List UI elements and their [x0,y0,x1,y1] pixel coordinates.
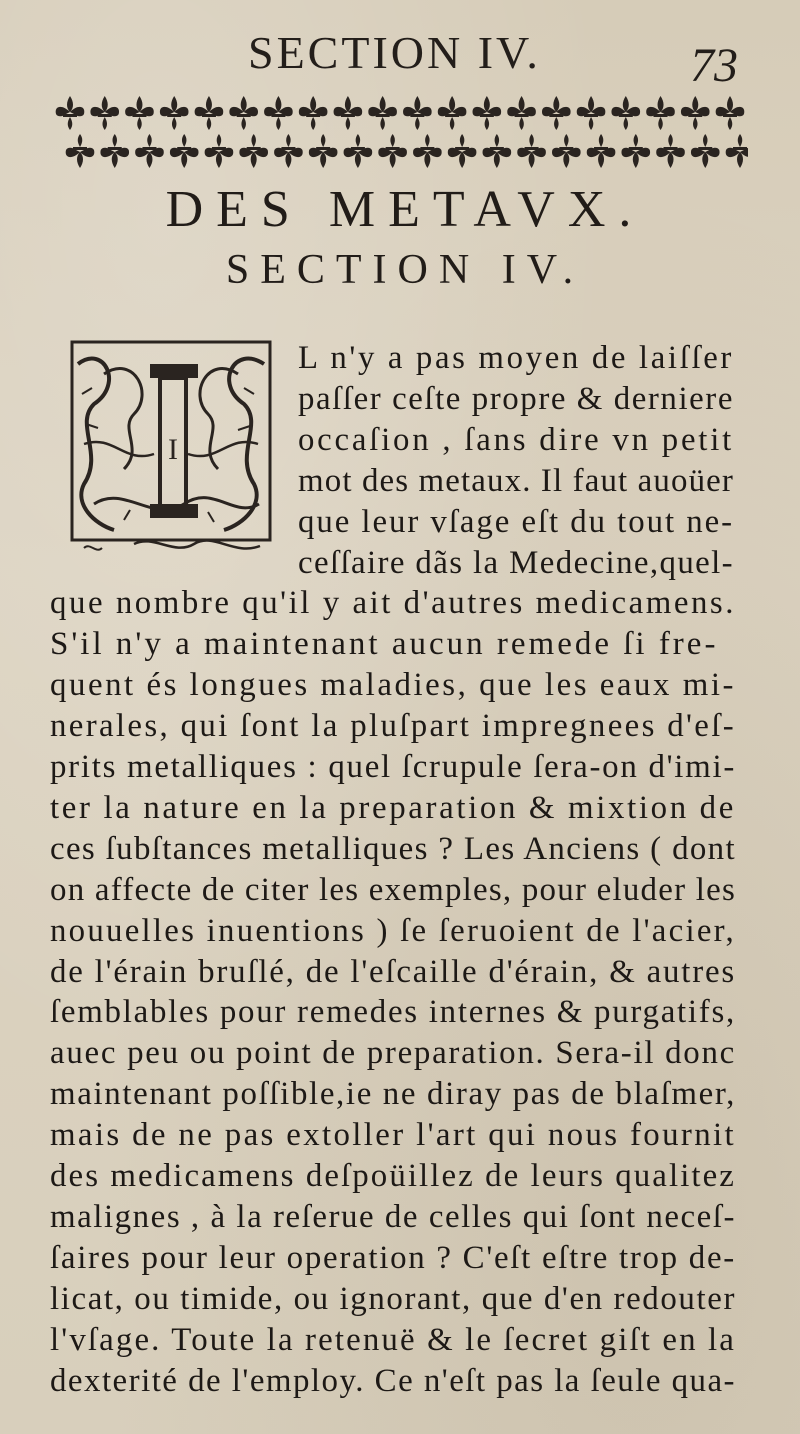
text-line: L n'y a pas moyen de laiſſer [298,340,734,376]
text-line: auec peu ou point de preparation. Sera-il donc [50,1035,736,1072]
text-line: ter la nature en la preparation & mixtion de [50,789,736,826]
fleuron-icon [716,96,745,130]
initial-glyph: I [168,433,178,466]
fleuron-icon [577,96,606,130]
fleuron-icon [195,96,224,130]
fleuron-icon [378,134,407,168]
fleuron-icon [438,96,467,130]
fleuron-icon [125,96,154,130]
fleuron-icon [587,134,616,168]
text-line: que nombre qu'il y ait d'autres medicamens. [50,585,736,622]
fleuron-icon [205,134,234,168]
fleuron-icon [621,134,650,168]
fleuron-icon [229,96,258,130]
fleuron-icon [239,134,268,168]
section-title: SECTION IV. [225,247,585,293]
text-line: quent és longues maladies, que les eaux mi- [50,667,736,704]
fleuron-ornament-band [52,82,748,182]
text-line: que leur vſage eſt du tout ne- [298,503,734,540]
fleuron-icon [299,96,328,130]
fleuron-icon [413,134,442,168]
page-header [0,26,800,92]
fleuron-icon [264,96,293,130]
fleuron-icon [517,134,546,168]
running-head: SECTION IV. [248,27,541,78]
text-line: prits metalliques : quel ſcrupule ſera-on d'imi- [50,749,736,785]
text-line: ſaires pour leur operation ? C'eſt eſtre trop de- [50,1239,736,1276]
fleuron-icon [334,96,363,130]
text-line: ceſſaire dãs la Medecine,quel- [298,544,734,581]
fleuron-icon [90,96,119,130]
text-line: ces ſubſtances metalliques ? Les Anciens ( dont [50,830,736,867]
fleuron-icon [100,134,129,168]
chapter-title: DES METAVX. [165,181,645,238]
text-line: ſemblables pour remedes internes & purgatifs, [50,994,736,1031]
text-line: malignes , à la reſerue de celles qui ſont neceſ- [50,1198,736,1235]
fleuron-icon [448,134,477,168]
fleuron-icon [473,96,502,130]
fleuron-icon [135,134,164,168]
fleuron-icon [483,134,512,168]
text-line: de l'érain bruſlé, de l'eſcaille d'érain, & autres [50,953,736,990]
fleuron-icon [542,96,571,130]
page-number: 73 [690,39,738,92]
text-line: nouuelles inuentions ) ſe ſeruoient de l'acier, [50,912,736,949]
fleuron-icon [552,134,581,168]
text-line: des medicamens deſpoüillez de leurs qualitez [50,1158,736,1194]
fleuron-icon [160,96,189,130]
fleuron-icon [344,134,373,168]
text-line: l'vſage. Toute la retenuë & le ſecret giſt en la [50,1321,736,1358]
fleuron-icon [691,134,720,168]
fleuron-icon [656,134,685,168]
text-line: occaſion , ſans dire vn petit [298,421,734,458]
text-line: nerales, qui ſont la pluſpart impregnees d'eſ- [50,708,736,745]
fleuron-icon [56,96,85,130]
fleuron-icon [309,134,338,168]
fleuron-icon [507,96,536,130]
text-line: mais de ne pas extoller l'art qui nous fournit [50,1117,736,1154]
fleuron-icon [681,96,710,130]
decorated-initial-letter [64,334,278,568]
title-block [0,180,800,300]
text-line: S'il n'y a maintenant aucun remede ſi fre- [50,626,719,663]
fleuron-icon [66,134,95,168]
fleuron-icon [274,134,303,168]
text-line: maintenant poſſible,ie ne diray pas de blaſmer, [50,1076,736,1113]
text-line: paſſer ceſte propre & derniere [298,380,734,417]
text-line: mot des metaux. Il faut auoüer [298,462,734,499]
fleuron-icon [170,134,199,168]
fleuron-icon [611,96,640,130]
fleuron-icon [403,96,432,130]
fleuron-icon [368,96,397,130]
text-line: on affecte de citer les exemples, pour eluder les [50,871,736,908]
text-line: licat, ou timide, ou ignorant, que d'en redouter [50,1280,736,1317]
fleuron-icon [726,134,748,168]
fleuron-icon [646,96,675,130]
text-line: dexterité de l'employ. Ce n'eſt pas la ſeule qua- [50,1362,736,1399]
